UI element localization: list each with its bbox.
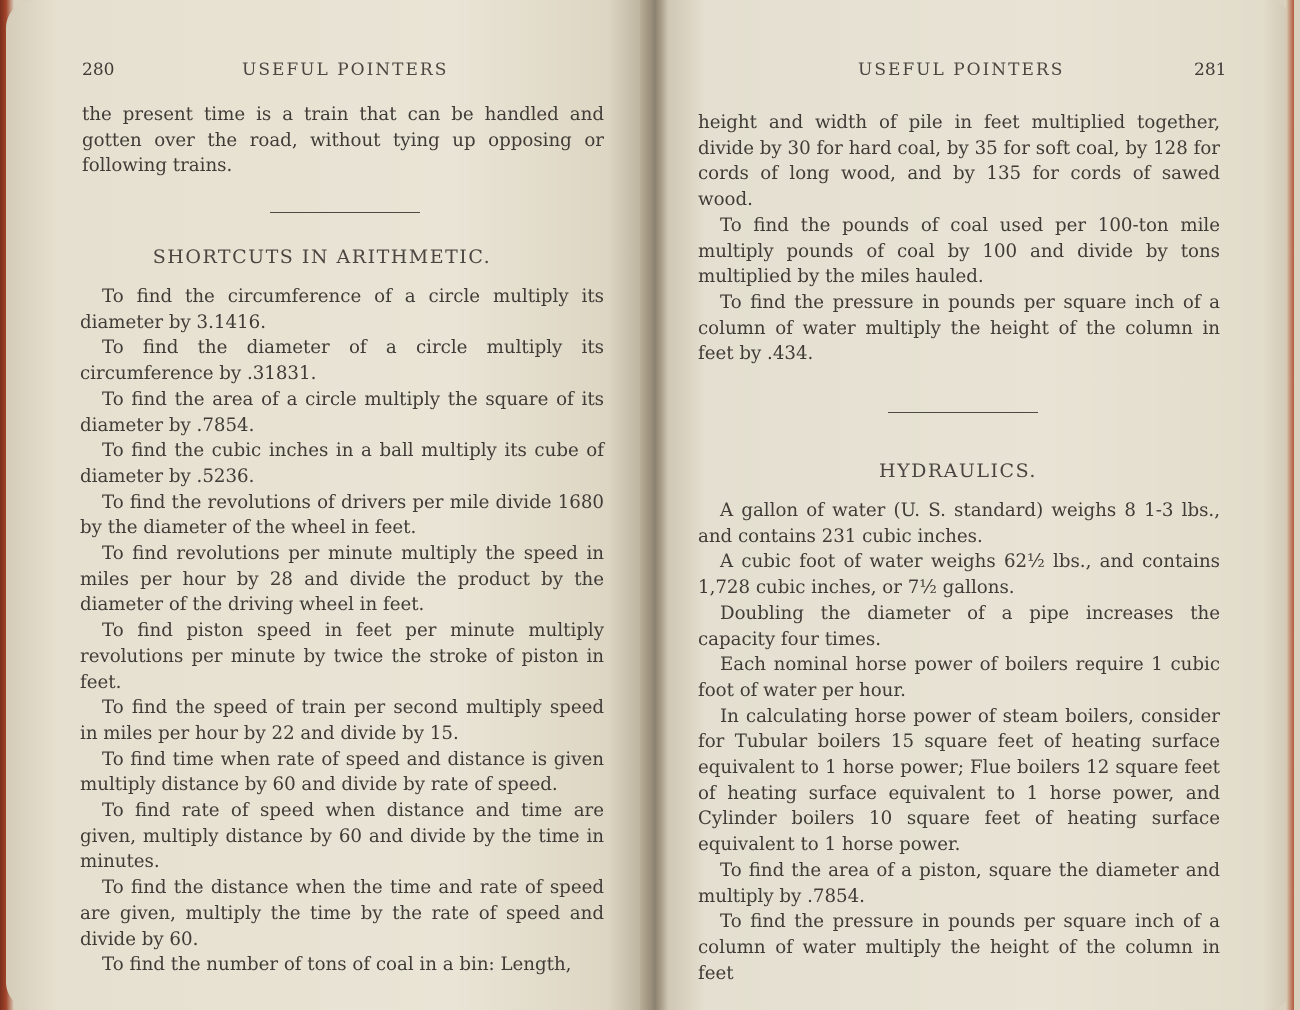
right-page — [668, 0, 1294, 1010]
paragraph: To find the revolutions of drivers per mile divide 1680 by the diameter of the wheel in feet. — [80, 491, 604, 539]
paragraph: To find the area of a circle multiply the square of its diameter by .7854. — [80, 388, 604, 436]
paragraph: In calculating horse power of steam boilers, consider for Tubular boilers 15 square feet of heating surface equivalent to 1 horse power; Flue boilers 12 square feet of heating surface equivalent to 1 horse power, and Cylinder boilers 10 square feet of heating surface equivalent to 1 horse power. — [698, 705, 1220, 856]
paragraph: To find the speed of train per second multiply speed in miles per hour by 22 and divide by 15. — [80, 697, 604, 744]
section-title: HYDRAULICS. — [879, 460, 1037, 482]
paragraph: Doubling the diameter of a pipe increases the capacity four times. — [698, 602, 1220, 650]
page-edge — [1286, 0, 1294, 1010]
paragraph: To find rate of speed when distance and time are given, multiply distance by 60 and divide by the time in minutes. — [80, 800, 604, 873]
paragraph: To find the number of tons of coal in a bin: Length, — [102, 954, 572, 976]
running-head: USEFUL POINTERS — [242, 60, 449, 80]
left-page — [6, 0, 646, 1010]
paragraph: To find the pounds of coal used per 100-ton mile multiply pounds of coal by 100 and divide by tons multiplied by the miles hauled. — [698, 214, 1220, 288]
page-number: 280 — [82, 60, 115, 80]
paragraph: To find time when rate of speed and distance is given multiply distance by 60 and divide by rate of speed. — [80, 748, 604, 796]
section-title: SHORTCUTS IN ARITHMETIC. — [152, 246, 492, 268]
paragraph: height and width of pile in feet multiplied together, divide by 30 for hard coal, by 35 for soft coal, by 128 for cords of long wood, and by 135 for cords of sawed wood. — [698, 112, 1220, 211]
paragraph: Each nominal horse power of boilers require 1 cubic foot of water per hour. — [698, 654, 1220, 701]
paragraph: To find piston speed in feet per minute multiply revolutions per minute by twice the stroke of piston in feet. — [80, 620, 604, 693]
hydraulics-text — [698, 498, 1220, 986]
paragraph: To find the cubic inches in a ball multiply its cube of diameter by .5236. — [80, 440, 604, 487]
intro-block — [82, 102, 604, 179]
coal-text — [698, 110, 1220, 367]
section-divider — [270, 212, 420, 213]
paragraph: To find the pressure in pounds per square inch of a column of water multiply the height of the column in feet — [698, 911, 1220, 984]
paragraph: To find the area of a piston, square the diameter and multiply by .7854. — [698, 859, 1220, 907]
paragraph: To find the pressure in pounds per square inch of a column of water multiply the height of the column in feet by .434. — [698, 291, 1220, 365]
paragraph: A gallon of water (U. S. standard) weighs 8 1-3 lbs., and contains 231 cubic inches. — [698, 500, 1220, 547]
paragraph: To find revolutions per minute multiply the speed in miles per hour by 28 and divide the product by the diameter of the driving wheel in feet. — [80, 543, 604, 616]
book-gutter — [640, 0, 670, 1010]
paragraph: To find the circumference of a circle multiply its diameter by 3.1416. — [80, 286, 604, 333]
page-number: 281 — [1194, 60, 1227, 80]
section-divider — [888, 412, 1038, 413]
paragraph: A cubic foot of water weighs 62½ lbs., and contains 1,728 cubic inches, or 7½ gallons. — [698, 551, 1220, 599]
paragraph: To find the diameter of a circle multiply its circumference by .31831. — [80, 337, 604, 385]
intro-paragraph: the present time is a train that can be handled and gotten over the road, without tying up opposing or following trains. — [82, 104, 604, 177]
shortcuts-text — [80, 284, 604, 978]
running-head: USEFUL POINTERS — [858, 60, 1065, 80]
paragraph: To find the distance when the time and rate of speed are given, multiply the time by the rate of speed and divide by 60. — [80, 877, 604, 950]
